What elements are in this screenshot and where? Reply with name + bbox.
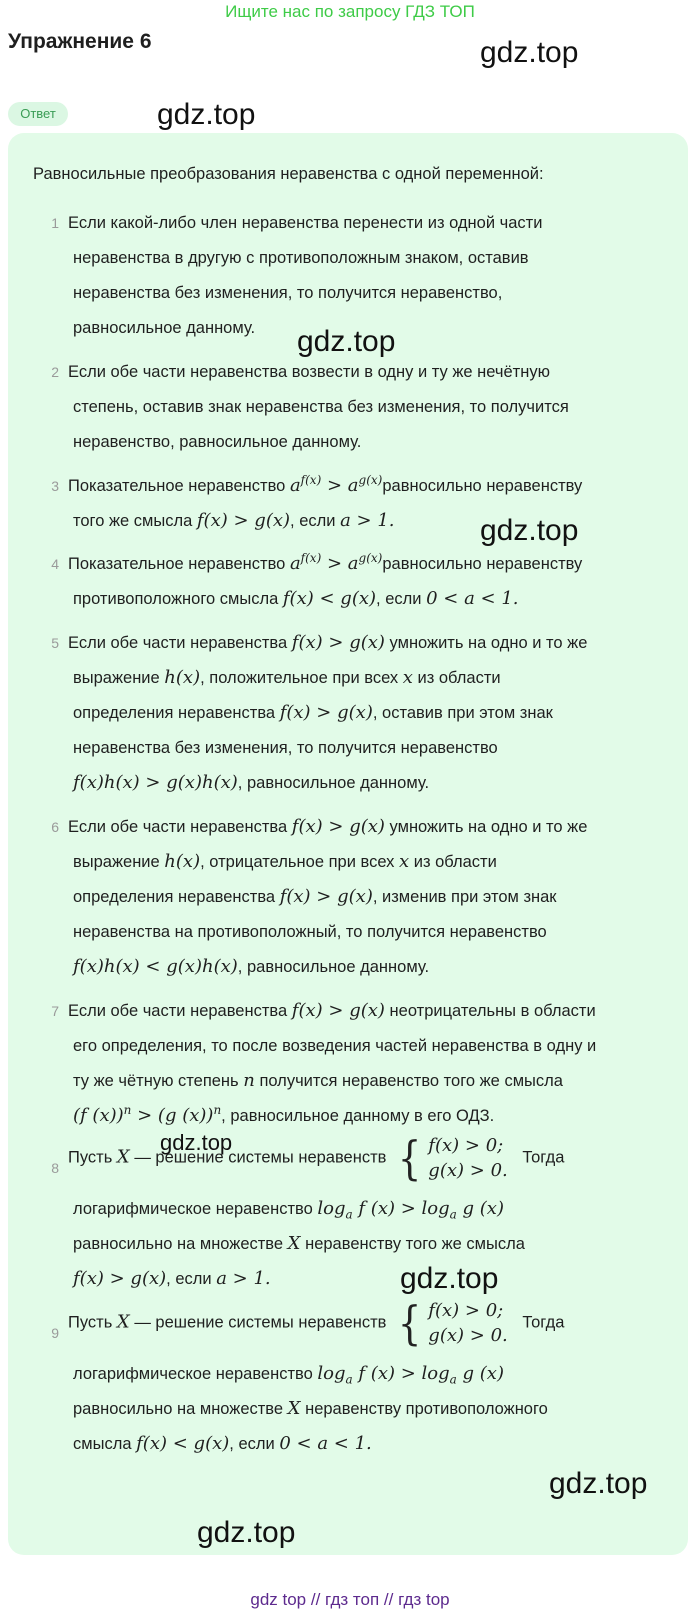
formula: $\log_a f$ $(x) > \log_a g$ (x) <box>317 1363 504 1387</box>
text-fragment: Показательное неравенство <box>68 477 286 495</box>
text-fragment: неравенству противоположного <box>305 1400 548 1418</box>
item-text: неравенство, равносильное данному. <box>73 433 362 451</box>
formula: f(x) < g(x) <box>136 1433 230 1454</box>
footer-link[interactable]: гдз top <box>398 1590 450 1609</box>
formula: $\log_a f$ $(x) > \log_a g$ (x) <box>317 1198 504 1222</box>
text-fragment: , положительное при всех <box>200 669 399 687</box>
formula: f(x) > g(x) <box>196 510 291 531</box>
item-text: неравенства в другую с противоположным знаком, оставив <box>73 249 529 267</box>
formula: f(x)h(x) > g(x)h(x) <box>73 772 238 793</box>
item-number: 2 <box>51 364 59 380</box>
text-fragment: равносильно на множестве <box>73 1400 284 1418</box>
item-text <box>73 666 501 690</box>
formula: h(x) <box>164 851 201 872</box>
item-text <box>73 885 557 909</box>
text-fragment: умножить на одно и то же <box>389 634 588 652</box>
item-text <box>73 1267 271 1291</box>
formula: X <box>116 1311 130 1333</box>
text-fragment: равносильно неравенству <box>382 477 583 495</box>
item-text <box>73 509 395 533</box>
text-fragment: противоположного смысла <box>73 590 279 608</box>
system-of-inequalities: { f(x) > 0; g(x) > 0. <box>397 1131 508 1185</box>
formula: f(x) > g(x) <box>291 1000 385 1021</box>
formula: x <box>402 667 413 688</box>
text-fragment: ту же чётную степень <box>73 1072 239 1090</box>
item-text: неравенства на противоположный, то получится неравенство <box>73 923 547 941</box>
formula: X <box>287 1233 301 1254</box>
formula: $a^{f(x)} > a^{g(x)}$ <box>289 473 383 496</box>
formula: f(x) > g(x) <box>279 702 373 723</box>
item-text <box>73 771 429 795</box>
text-fragment: логарифмическое неравенство <box>73 1365 313 1383</box>
formula: x <box>398 851 410 872</box>
item-text <box>68 1298 564 1348</box>
item-text: Если какой-либо член неравенства перенести из одной части <box>68 214 543 232</box>
formula: f(x) > g(x) <box>291 632 385 653</box>
item-number: 7 <box>51 1003 59 1019</box>
item-number: 4 <box>51 556 59 572</box>
text-fragment: , равносильное данному. <box>237 958 430 976</box>
search-banner-link[interactable]: Ищите нас по запросу ГДЗ ТОП <box>225 2 475 21</box>
item-text <box>73 1432 372 1456</box>
intro-text: Равносильные преобразования неравенства с одной переменной: <box>33 165 544 183</box>
watermark: gdz.top <box>157 98 256 131</box>
formula: $a^{f(x)} > a^{g(x)}$ <box>289 551 383 574</box>
text-fragment: Тогда <box>522 1148 565 1167</box>
item-text: степень, оставив знак неравенства без изменения, то получится <box>73 398 569 416</box>
formula: (f (x))$^n$ > (g (x))$^n$ <box>73 1103 222 1126</box>
text-fragment: из области <box>417 669 501 687</box>
text-fragment: получится неравенство того же смысла <box>259 1072 563 1090</box>
item-number: 3 <box>51 478 59 494</box>
text-fragment: смысла <box>73 1435 132 1453</box>
text-fragment: из области <box>413 853 497 871</box>
text-fragment: Показательное неравенство <box>68 555 286 573</box>
text-fragment: — решение системы неравенств <box>134 1313 387 1332</box>
formula: f(x)h(x) < g(x)h(x) <box>73 956 238 977</box>
formula: a > 1. <box>340 510 395 531</box>
text-fragment: — решение системы неравенств <box>134 1148 387 1167</box>
text-fragment: Если обе части неравенства <box>68 634 288 652</box>
formula: X <box>116 1146 130 1168</box>
item-text <box>73 587 519 611</box>
text-fragment: Пусть <box>68 1148 113 1167</box>
item-text <box>73 701 553 725</box>
formula: f(x) > g(x) <box>73 1268 167 1289</box>
text-fragment: определения неравенства <box>73 704 276 722</box>
item-text <box>68 631 587 655</box>
item-text <box>68 815 587 839</box>
watermark: gdz.top <box>297 325 396 358</box>
text-fragment: Если обе части неравенства <box>68 818 288 836</box>
system-of-inequalities: { f(x) > 0; g(x) > 0. <box>397 1296 508 1350</box>
text-fragment: , оставив при этом знак <box>372 704 553 722</box>
text-fragment: , равносильное данному. <box>237 774 430 792</box>
item-text: Если обе части неравенства возвести в одну и ту же нечётную <box>68 363 550 381</box>
formula: f(x) > g(x) <box>291 816 385 837</box>
item-text <box>73 1069 563 1093</box>
item-text <box>73 850 497 874</box>
item-text: неравенства без изменения, то получится неравенство <box>73 739 498 757</box>
text-fragment: Пусть <box>68 1313 113 1332</box>
item-text <box>73 1104 494 1128</box>
item-text <box>68 1133 564 1183</box>
item-text: неравенства без изменения, то получится неравенство, <box>73 284 503 302</box>
page-title: Упражнение 6 <box>8 30 152 53</box>
footer-separator: // <box>383 1590 394 1609</box>
item-text <box>68 474 582 498</box>
watermark: gdz.top <box>480 514 579 547</box>
item-number: 9 <box>51 1325 59 1341</box>
text-fragment: равносильно на множестве <box>73 1235 284 1253</box>
watermark: gdz.top <box>400 1262 499 1295</box>
text-fragment: выражение <box>73 669 160 687</box>
formula: n <box>243 1070 255 1091</box>
text-fragment: определения неравенства <box>73 888 276 906</box>
item-text <box>73 1362 504 1386</box>
item-number: 1 <box>51 215 59 231</box>
text-fragment: Тогда <box>522 1313 565 1332</box>
item-number: 6 <box>51 819 59 835</box>
formula: X <box>287 1398 301 1419</box>
text-fragment: неравенству того же смысла <box>305 1235 525 1253</box>
item-text: его определения, то после возведения частей неравенства в одну и <box>73 1037 597 1055</box>
text-fragment: Если обе части неравенства <box>68 1002 288 1020</box>
text-fragment: , если <box>376 590 422 608</box>
formula: h(x) <box>164 667 201 688</box>
watermark: gdz.top <box>160 1130 233 1155</box>
item-text <box>73 955 429 979</box>
watermark: gdz.top <box>197 1516 296 1549</box>
item-number: 5 <box>51 635 59 651</box>
text-fragment: умножить на одно и то же <box>389 818 588 836</box>
item-text <box>68 999 596 1023</box>
item-text <box>68 552 582 576</box>
item-text: равносильное данному. <box>73 319 256 337</box>
formula: a > 1. <box>216 1268 271 1289</box>
formula: 0 < a < 1. <box>279 1433 372 1454</box>
footer-separator: // <box>310 1590 321 1609</box>
text-fragment: , если <box>290 512 336 530</box>
item-text <box>73 1397 548 1421</box>
item-text <box>73 1197 504 1221</box>
text-fragment: , равносильное данному в его ОДЗ. <box>221 1107 495 1125</box>
text-fragment: логарифмическое неравенство <box>73 1200 313 1218</box>
watermark: gdz.top <box>480 36 579 69</box>
text-fragment: , если <box>229 1435 275 1453</box>
text-fragment: , изменив при этом знак <box>372 888 557 906</box>
text-fragment: неотрицательны в области <box>389 1002 596 1020</box>
text-fragment: , отрицательное при всех <box>200 853 395 871</box>
item-number: 8 <box>51 1160 59 1176</box>
text-fragment: того же смысла <box>73 512 193 530</box>
text-fragment: , если <box>166 1270 212 1288</box>
text-fragment: выражение <box>73 853 160 871</box>
footer-link[interactable]: гдз топ <box>325 1590 380 1609</box>
answer-badge[interactable]: Ответ <box>8 102 68 126</box>
formula: f(x) < g(x) <box>282 588 377 609</box>
text-fragment: равносильно неравенству <box>382 555 583 573</box>
formula: 0 < a < 1. <box>426 588 519 609</box>
formula: f(x) > g(x) <box>279 886 373 907</box>
footer-links <box>0 1590 700 1610</box>
watermark: gdz.top <box>549 1467 648 1500</box>
item-text <box>73 1232 525 1256</box>
footer-link[interactable]: gdz top <box>250 1590 307 1609</box>
